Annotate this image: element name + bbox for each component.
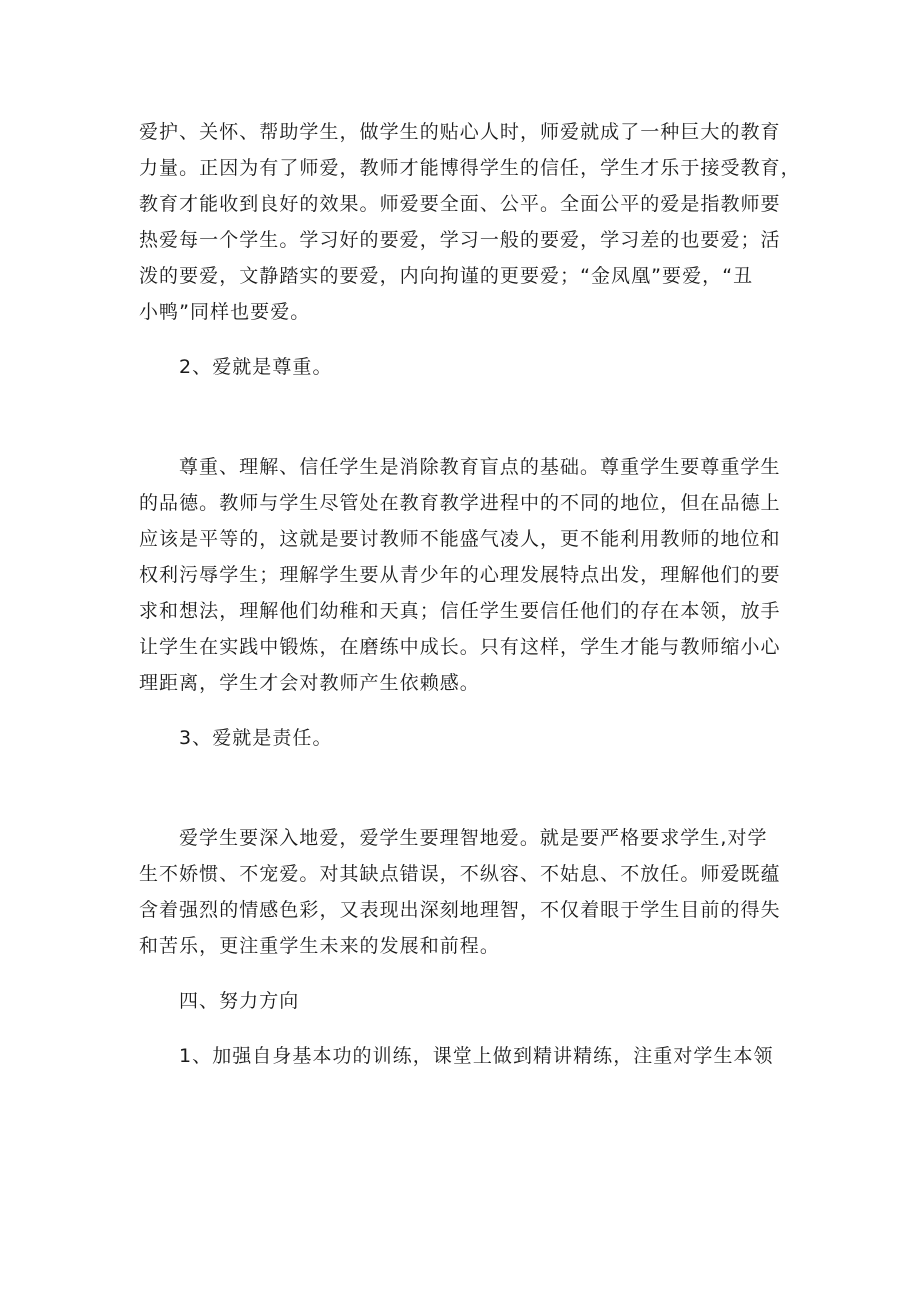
section-heading: 3、爱就是责任。: [179, 727, 333, 749]
paragraph-line: 让学生在实践中锻炼，在磨练中成长。只有这样，学生才能与教师缩小心: [139, 636, 781, 658]
paragraph-line: 1、加强自身基本功的训练，课堂上做到精讲精练，注重对学生本领: [179, 1045, 774, 1067]
paragraph-line: 热爱每一个学生。学习好的要爱，学习一般的要爱，学习差的也要爱；活: [139, 229, 781, 251]
section-heading: 四、努力方向: [179, 990, 300, 1012]
paragraph-line: 教育才能收到良好的效果。师爱要全面、公平。全面公平的爱是指教师要: [139, 193, 781, 215]
section-heading: 2、爱就是尊重。: [179, 356, 333, 378]
paragraph-line: 和苦乐，更注重学生未来的发展和前程。: [139, 935, 500, 957]
paragraph-line: 权利污辱学生；理解学生要从青少年的心理发展特点出发，理解他们的要: [139, 564, 781, 586]
paragraph-line: 理距离，学生才会对教师产生依赖感。: [139, 672, 480, 694]
paragraph-line: 力量。正因为有了师爱，教师才能博得学生的信任，学生才乐于接受教育，: [139, 157, 801, 179]
paragraph-line: 求和想法，理解他们幼稚和天真；信任学生要信任他们的存在本领，放手: [139, 600, 781, 622]
paragraph-line: 的品德。教师与学生尽管处在教育教学进程中的不同的地位，但在品德上: [139, 492, 781, 514]
paragraph-line: 生不娇惯、不宠爱。对其缺点错误，不纵容、不姑息、不放任。师爱既蕴: [139, 863, 781, 885]
paragraph-line: 爱学生要深入地爱，爱学生要理智地爱。就是要严格要求学生,对学: [179, 827, 768, 849]
paragraph-line: 尊重、理解、信任学生是消除教育盲点的基础。尊重学生要尊重学生: [179, 456, 781, 478]
paragraph-line: 泼的要爱，文静踏实的要爱，内向拘谨的更要爱；“金凤凰”要爱，“丑: [139, 265, 754, 287]
paragraph-line: 小鸭”同样也要爱。: [139, 301, 311, 323]
paragraph-line: 爱护、关怀、帮助学生，做学生的贴心人时，师爱就成了一种巨大的教育: [139, 121, 781, 143]
paragraph-line: 含着强烈的情感色彩，又表现出深刻地理智，不仅着眼于学生目前的得失: [139, 899, 781, 921]
paragraph-line: 应该是平等的，这就是要讨教师不能盛气凌人，更不能利用教师的地位和: [139, 528, 781, 550]
